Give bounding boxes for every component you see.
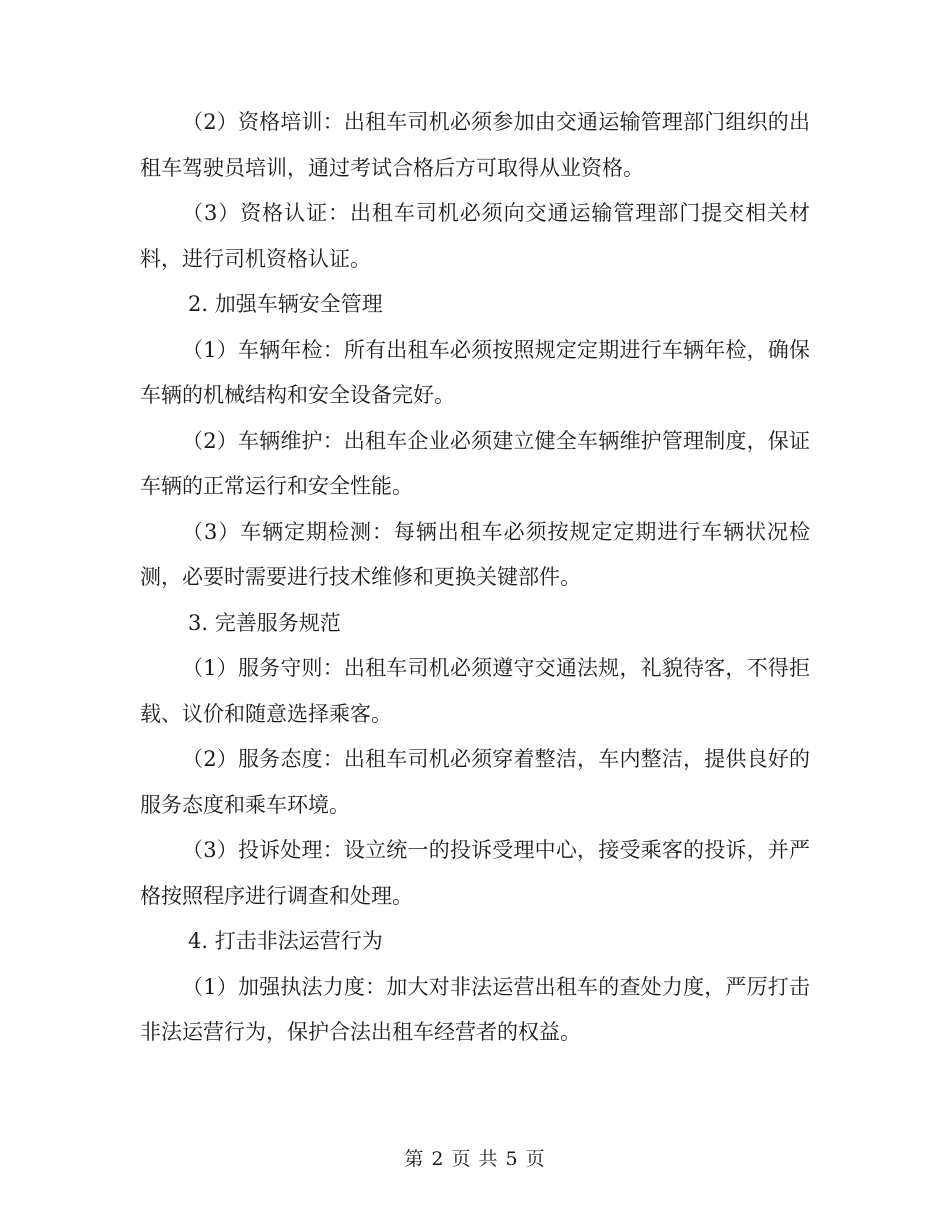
paragraph-law-enforcement: （1）加强执法力度：加大对非法运营出租车的查处力度，严厉打击非法运营行为，保护合法出租车经营者的权益。	[140, 974, 810, 1044]
page-number-footer: 第 2 页 共 5 页	[404, 1148, 546, 1170]
paragraph-qualification-certification: （3）资格认证：出租车司机必须向交通运输管理部门提交相关材料，进行司机资格认证。	[140, 201, 810, 271]
section-heading-illegal-operations: 4. 打击非法运营行为	[188, 929, 383, 953]
paragraph-periodic-testing: （3）车辆定期检测：每辆出租车必须按规定定期进行车辆状况检测，必要时需要进行技术维修和更换关键部件。	[140, 519, 810, 589]
document-body	[140, 100, 810, 1056]
paragraph-vehicle-maintenance: （2）车辆维护：出租车企业必须建立健全车辆维护管理制度，保证车辆的正常运行和安全性能。	[140, 428, 810, 498]
section-heading-service-standards: 3. 完善服务规范	[188, 610, 341, 635]
paragraph-qualification-training: （2）资格培训：出租车司机必须参加由交通运输管理部门组织的出租车驾驶员培训，通过考试合格后方可取得从业资格。	[140, 110, 810, 180]
paragraph-service-attitude: （2）服务态度：出租车司机必须穿着整洁，车内整洁，提供良好的服务态度和乘车环境。	[140, 747, 810, 817]
paragraph-annual-inspection: （1）车辆年检：所有出租车必须按照规定定期进行车辆年检，确保车辆的机械结构和安全设备完好。	[140, 337, 810, 407]
paragraph-service-rules: （1）服务守则：出租车司机必须遵守交通法规，礼貌待客，不得拒载、议价和随意选择乘客。	[140, 656, 810, 726]
paragraph-complaint-handling: （3）投诉处理：设立统一的投诉受理中心，接受乘客的投诉，并严格按照程序进行调查和处理。	[140, 838, 810, 908]
section-heading-vehicle-safety: 2. 加强车辆安全管理	[188, 292, 383, 316]
